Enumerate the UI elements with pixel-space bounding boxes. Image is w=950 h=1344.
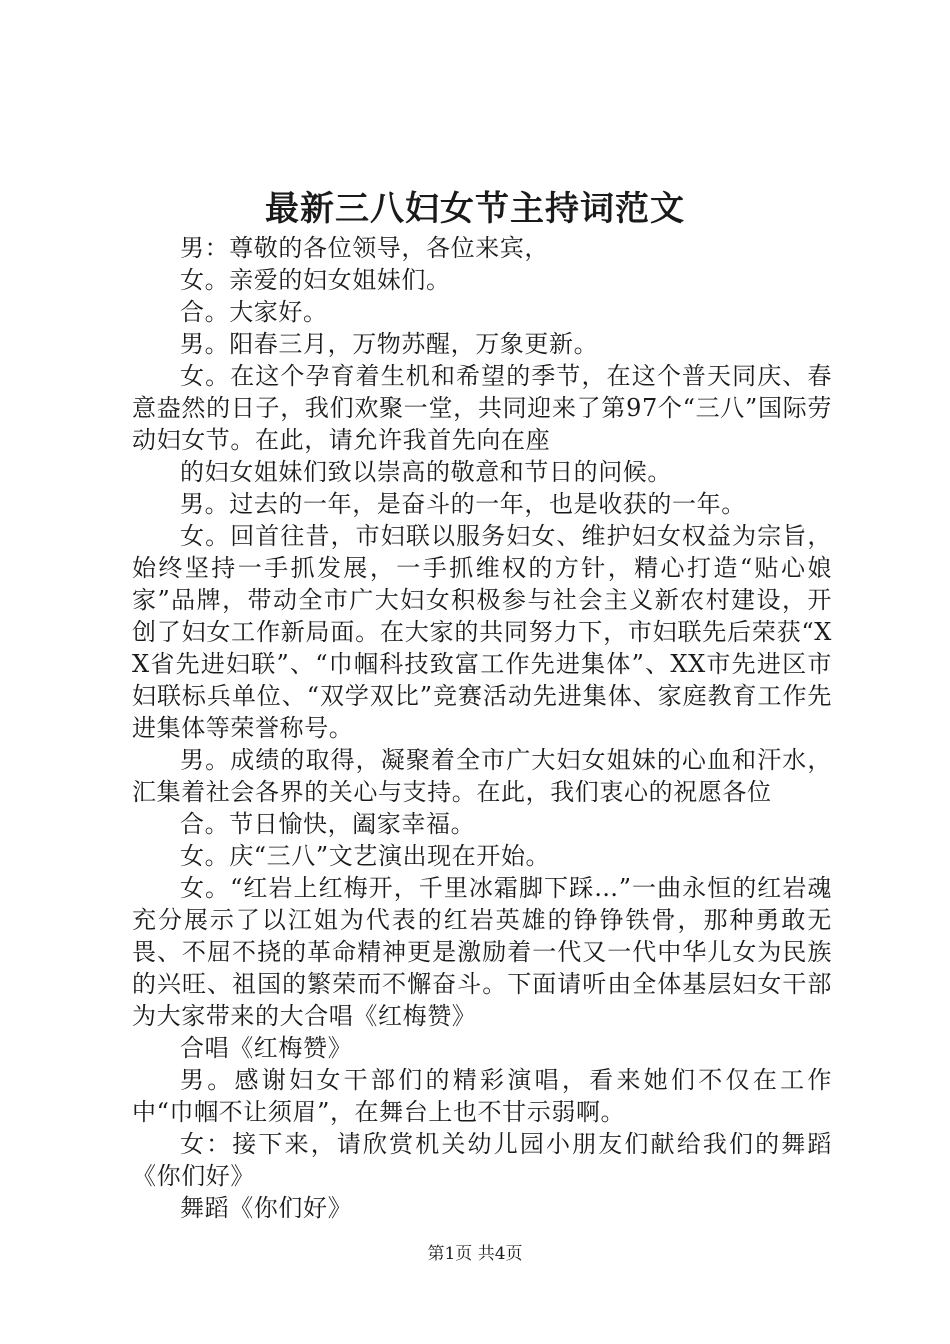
paragraph: 男：尊敬的各位领导，各位来宾， — [180, 234, 549, 262]
paragraph: 女。“红岩上红梅开，千里冰霜脚下踩…”一曲永恒的红岩魂充分展示了以江姐为代表的红岩英雄的铮铮铁骨，那种勇敢无畏、不屈不挠的革命精神更是激励着一代又一代中华儿女为民族的兴旺、祖国的繁荣而不懈奋斗。下面请听由全体基层妇女干部为大家带来的大合唱《红梅赞》 — [132, 874, 832, 1030]
paragraph: 女。庆“三八”文艺演出现在开始。 — [180, 842, 551, 870]
paragraph: 合。节日愉快，阖家幸福。 — [180, 810, 476, 838]
paragraph: 的妇女姐妹们致以崇高的敬意和节日的问候。 — [180, 458, 672, 486]
paragraph: 女。回首往昔，市妇联以服务妇女、维护妇女权益为宗旨，始终坚持一手抓发展，一手抓维权的方针，精心打造“贴心娘家”品牌，带动全市广大妇女积极参与社会主义新农村建设，开创了妇女工作新局面。在大家的共同努力下，市妇联先后荣获“XX省先进妇联”、“巾帼科技致富工作先进集体”、XX市先进区市妇联标兵单位、“双学双比”竞赛活动先进集体、家庭教育工作先进集体等荣誉称号。 — [132, 522, 832, 742]
paragraph: 男。成绩的取得，凝聚着全市广大妇女姐妹的心血和汗水，汇集着社会各界的关心与支持。在此，我们衷心的祝愿各位 — [132, 746, 832, 806]
paragraph: 女。在这个孕育着生机和希望的季节，在这个普天同庆、春意盎然的日子，我们欢聚一堂，共同迎来了第97个“三八”国际劳动妇女节。在此，请允许我首先向在座 — [132, 362, 832, 454]
paragraph: 男。阳春三月，万物苏醒，万象更新。 — [180, 330, 599, 358]
paragraph: 男。过去的一年，是奋斗的一年，也是收获的一年。 — [180, 490, 746, 518]
document-body — [132, 232, 832, 1224]
paragraph: 女：接下来，请欣赏机关幼儿园小朋友们献给我们的舞蹈《你们好》 — [132, 1130, 832, 1190]
paragraph: 舞蹈《你们好》 — [180, 1194, 353, 1222]
document-title: 最新三八妇女节主持词范文 — [265, 189, 685, 229]
paragraph: 合。大家好。 — [180, 298, 328, 326]
page-footer: 第1页 共4页 — [427, 1244, 523, 1264]
paragraph: 女。亲爱的妇女姐妹们。 — [180, 266, 451, 294]
paragraph: 合唱《红梅赞》 — [180, 1034, 353, 1062]
paragraph: 男。感谢妇女干部们的精彩演唱，看来她们不仅在工作中“巾帼不让须眉”，在舞台上也不甘示弱啊。 — [132, 1066, 832, 1126]
